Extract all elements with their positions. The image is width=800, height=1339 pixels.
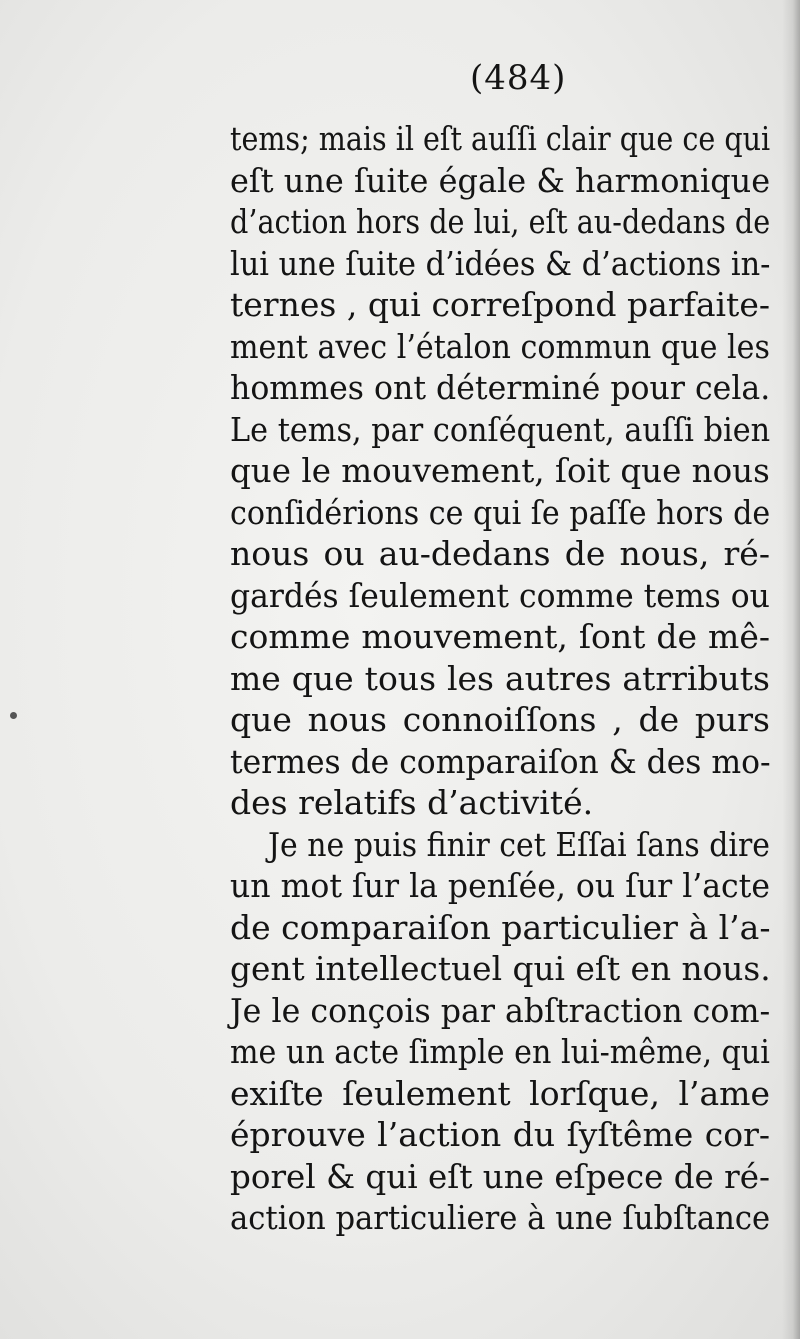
text-line: conſidérions ce qui ſe paſſe hors de [230, 492, 771, 532]
text-line: tems; mais il eſt auſſi clair que ce qui [230, 119, 771, 158]
text-line: lui une ſuite d’idées & d’actions in- [230, 243, 771, 283]
text-line: que nous connoiſſons , de purs [230, 700, 770, 739]
text-line-paragraph-end: des relatifs d’activité. [230, 783, 594, 822]
text-line: nous ou au-dedans de nous, ré- [230, 534, 770, 573]
text-line: eſt une ſuite égale & harmonique [230, 160, 771, 200]
text-line: de comparaiſon particulier à l’a- [230, 907, 771, 947]
text-line-paragraph-start: Je ne puis finir cet Eſſai ſans dire [268, 824, 770, 864]
text-line: Le tems, par conſéquent, auſſi bien [230, 409, 771, 449]
text-line: me un acte ſimple en lui-même, qui [230, 1032, 770, 1071]
text-line: ternes , qui correſpond parfaite- [230, 285, 770, 324]
text-line: que le mouvement, ſoit que nous [230, 451, 770, 490]
text-line: me que tous les autres atrributs [230, 658, 770, 698]
text-line: hommes ont déterminé pour cela. [230, 368, 771, 407]
text-line: termes de comparaiſon & des mo- [230, 741, 771, 781]
body-text [230, 118, 770, 1239]
text-line: Je le conçois par abſtraction com- [230, 990, 771, 1030]
text-line: ment avec l’étalon commun que les [230, 326, 770, 366]
page-number: (484) [470, 58, 567, 98]
text-line: gardés ſeulement comme tems ou [230, 575, 770, 615]
ink-spot [10, 712, 17, 719]
text-line: gent intellectuel qui eſt en nous. [230, 949, 771, 988]
text-line: un mot ſur la penſée, ou ſur l’acte [230, 866, 770, 905]
text-line: comme mouvement, ſont de mê- [230, 617, 770, 656]
text-line: action particuliere à une ſubſtance [230, 1198, 771, 1237]
page-edge-shadow [782, 0, 800, 1339]
text-line: éprouve l’action du ſyſtême cor- [230, 1115, 770, 1154]
text-line: exiſte ſeulement lorſque, l’ame [230, 1073, 770, 1113]
text-line: d’action hors de lui, eſt au-dedans de [230, 202, 771, 241]
text-line: porel & qui eſt une eſpece de ré- [230, 1156, 771, 1196]
